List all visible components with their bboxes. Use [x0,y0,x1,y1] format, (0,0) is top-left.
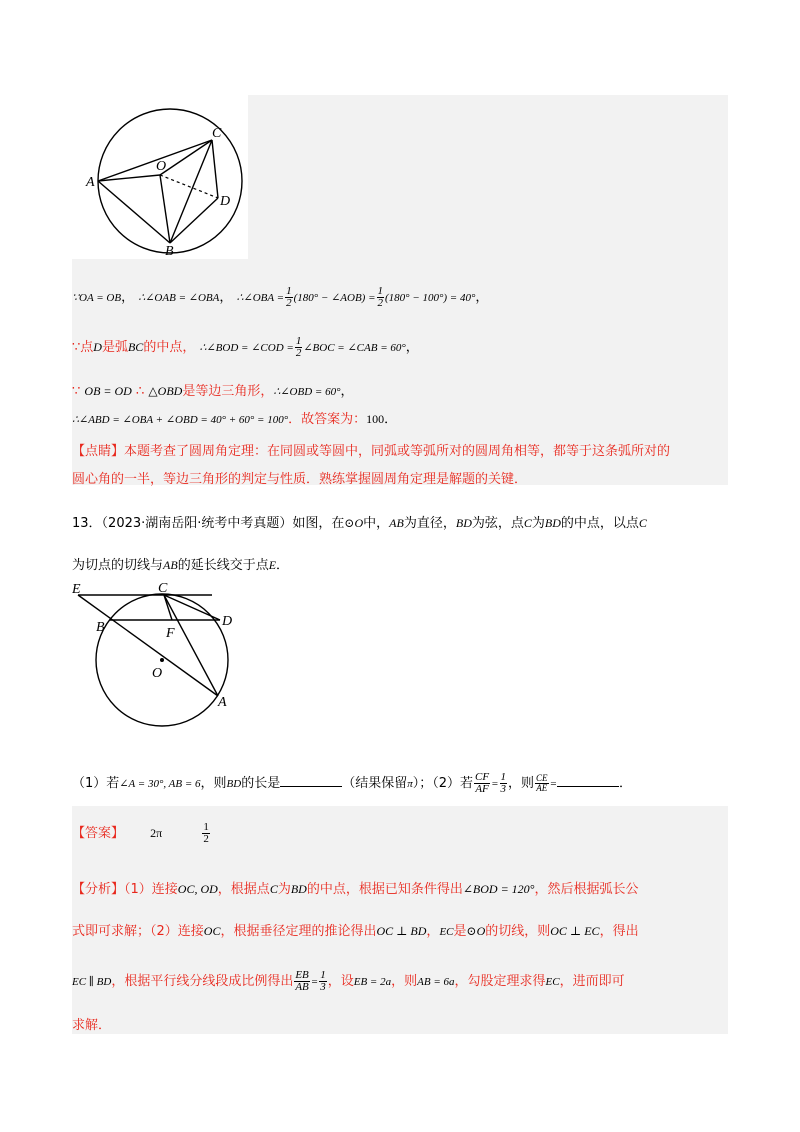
text: 的延长线交于点 [177,558,269,573]
text: ）；（2）若 [412,776,474,791]
label-o: O [156,159,167,174]
text: ，勾股定理求得 [454,974,546,989]
analysis-line-4: 求解． [72,1018,112,1033]
punct: ， [475,290,489,305]
math-100: 100 [366,412,385,426]
fraction-eb-ab: $\frac{EB}{AB}$ [295,969,309,993]
chord-bd [170,198,218,243]
label-d: D [222,614,233,629]
analysis-line-3 [72,970,625,993]
text: 是 [453,924,467,939]
fraction-ce-ae: $\frac{CE}{AE}$ [536,773,548,793]
fraction-one-third: $\frac{1}{3}$ [500,771,507,795]
text-because-point: ∵点 [72,340,94,355]
math-ab: AB [389,516,404,530]
math-ec: EC [545,976,560,988]
problem-source: （2023·湖南岳阳·统考中考真题） [101,516,293,531]
label-c: C [212,126,222,141]
text: 为 [277,882,291,897]
solution-line-2 [72,336,419,359]
circle-figure-1 [72,95,248,259]
label-f: F [166,626,175,641]
math-oc-od: OC, OD [177,882,218,896]
problem-13-line-2 [72,554,289,573]
math-result-40: (180° − 100°) = 40° [385,292,476,304]
answer-line [72,822,211,845]
label-d: D [220,194,231,209]
math-oba-eq: ∴∠OBA = [236,292,285,304]
answer-2: $\frac{1}{2}$ [203,821,209,845]
math-oc: OC [203,924,221,938]
text-therefore: ∴ [136,384,145,399]
math-ec-parallel-bd: EC ∥ BD [72,976,112,988]
math-ab-6a: AB = 6a [417,976,455,988]
fraction-half: $\frac{1}{2}$ [377,285,383,309]
text: 的长是 [241,776,281,791]
math-bod-cod: ∴∠BOD = ∠COD = [199,342,294,354]
text: ，则 [391,974,418,989]
problem-number: 13． [72,516,102,531]
label-o: O [152,666,163,681]
math-ob-od: OB = OD [84,384,132,398]
analysis-line-2 [72,920,639,939]
chord-ca [164,595,218,696]
math-bd: BD [455,516,472,530]
label-a: A [218,695,227,710]
text: ， [426,924,440,939]
math-circle-o: ⊙O [466,924,486,938]
text: 的中点，根据已知条件得出 [306,882,463,897]
math-equals: = [549,778,557,790]
math-eb-2a: EB = 2a [353,976,392,988]
math-circle-o: ⊙O [344,516,364,530]
text: ，根据平行线分线段成比例得出 [111,974,294,989]
text: 为弦，点 [471,516,524,531]
text-equilateral: 是等边三角形， [182,384,274,399]
math-e: E [268,558,277,572]
math-equals: = [491,778,499,790]
math-arc-bd: BD [544,516,561,530]
segment-ob [160,175,170,243]
math-equals: = [310,976,319,988]
math-oab-oba: ∴∠OAB = ∠OBA [138,292,220,304]
text: ，进而即可 [559,974,625,989]
text-because: ∵ [72,384,81,399]
math-obd-60: ∴∠OBD = 60° [273,386,341,398]
punct: ， [121,290,135,305]
math-c: C [523,516,532,530]
chord-cd [164,595,220,620]
text: （1）若 [72,776,120,791]
text: 如图，在 [292,516,345,531]
comment-line-1: 【点睛】本题考查了圆周角定理：在同圆或等圆中，同弧或等弧所对的圆周角相等，都等于这条弧所对的 [72,444,671,459]
label-b: B [165,244,174,259]
text: （结果保留 [342,776,408,791]
math-arc-bd: BD [226,778,242,790]
text: ，设 [327,974,354,989]
chord-cd [212,140,218,198]
math-180-aob: (180° − ∠AOB) = [293,292,376,304]
comment-line-2: 圆心角的一半，等边三角形的判定与性质．熟练掌握圆周角定理是解题的关键． [72,472,528,487]
text: 为切点的切线与 [72,558,164,573]
punct: ， [405,340,419,355]
text-answer-is: ．故答案为： [288,412,367,427]
text: ，根据点 [217,882,270,897]
text: ，则 [508,776,535,791]
math-c: C [269,882,278,896]
text-midpoint: 的中点， [143,340,196,355]
text-is-arc: 是弧 [101,340,128,355]
text: 的切线，则 [485,924,551,939]
math-given: ∠A = 30°, AB = 6 [119,778,201,790]
center-o [160,658,164,662]
solution-line-1 [72,286,488,309]
math-bc: BC [127,340,144,354]
fraction-half: $\frac{1}{2}$ [295,335,302,359]
answer-label: 【答案】 [72,826,125,841]
label-b: B [96,620,105,635]
punct: ． [619,776,633,791]
analysis-label: 【分析】（1）连接 [72,882,178,897]
math-oc-perp-ec: OC ⊥ EC [550,924,600,938]
text: 式即可求解；（2）连接 [72,924,204,939]
text: 的中点，以点 [560,516,639,531]
math-pi: π [407,778,413,790]
circle-figure-2 [72,578,252,730]
answer-blank-2[interactable] [557,786,619,787]
text: 为直径， [403,516,456,531]
math-oa-ob: ∵OA = OB [72,292,122,304]
math-ab: AB [163,558,178,572]
punct: ， [219,290,233,305]
solution-line-4 [72,408,397,427]
punct: ． [276,558,290,573]
math-triangle-obd: △OBD [148,384,183,398]
text: 为 [531,516,545,531]
label-c: C [158,581,168,596]
punct: ． [384,412,398,427]
text: ，根据垂径定理的推论得出 [220,924,377,939]
analysis-line-1 [72,878,639,897]
fraction-one-third: $\frac{1}{3}$ [320,969,326,993]
fraction-cf-af: $\frac{CF}{AF}$ [475,771,490,795]
segment-od-dashed [160,175,218,198]
answer-blank-1[interactable] [280,786,342,787]
label-a: A [86,175,95,190]
math-c: C [638,516,647,530]
math-d: D [93,340,102,354]
text: 中， [363,516,390,531]
math-ec: EC [439,926,454,938]
math-abd-100: ∴∠ABD = ∠OBA + ∠OBD = 40° + 60° = 100° [72,414,289,426]
segment-ab [98,181,170,243]
math-boc-cab: ∠BOC = ∠CAB = 60° [303,342,406,354]
punct: ， [340,384,354,399]
label-e: E [72,582,81,597]
math-bod-120: ∠BOD = 120° [462,882,535,896]
chord-cb [170,140,212,243]
math-arc-bd: BD [290,882,307,896]
problem-13-line-1 [72,512,647,531]
fraction-half: $\frac{1}{2}$ [286,285,292,309]
answer-1: 2π [150,826,163,840]
solution-line-3 [72,380,354,399]
problem-13-question [72,772,632,795]
text: ，得出 [599,924,639,939]
text: ，然后根据弧长公 [534,882,639,897]
math-oc-perp-bd: OC ⊥ BD [376,924,427,938]
text: ，则 [200,776,227,791]
